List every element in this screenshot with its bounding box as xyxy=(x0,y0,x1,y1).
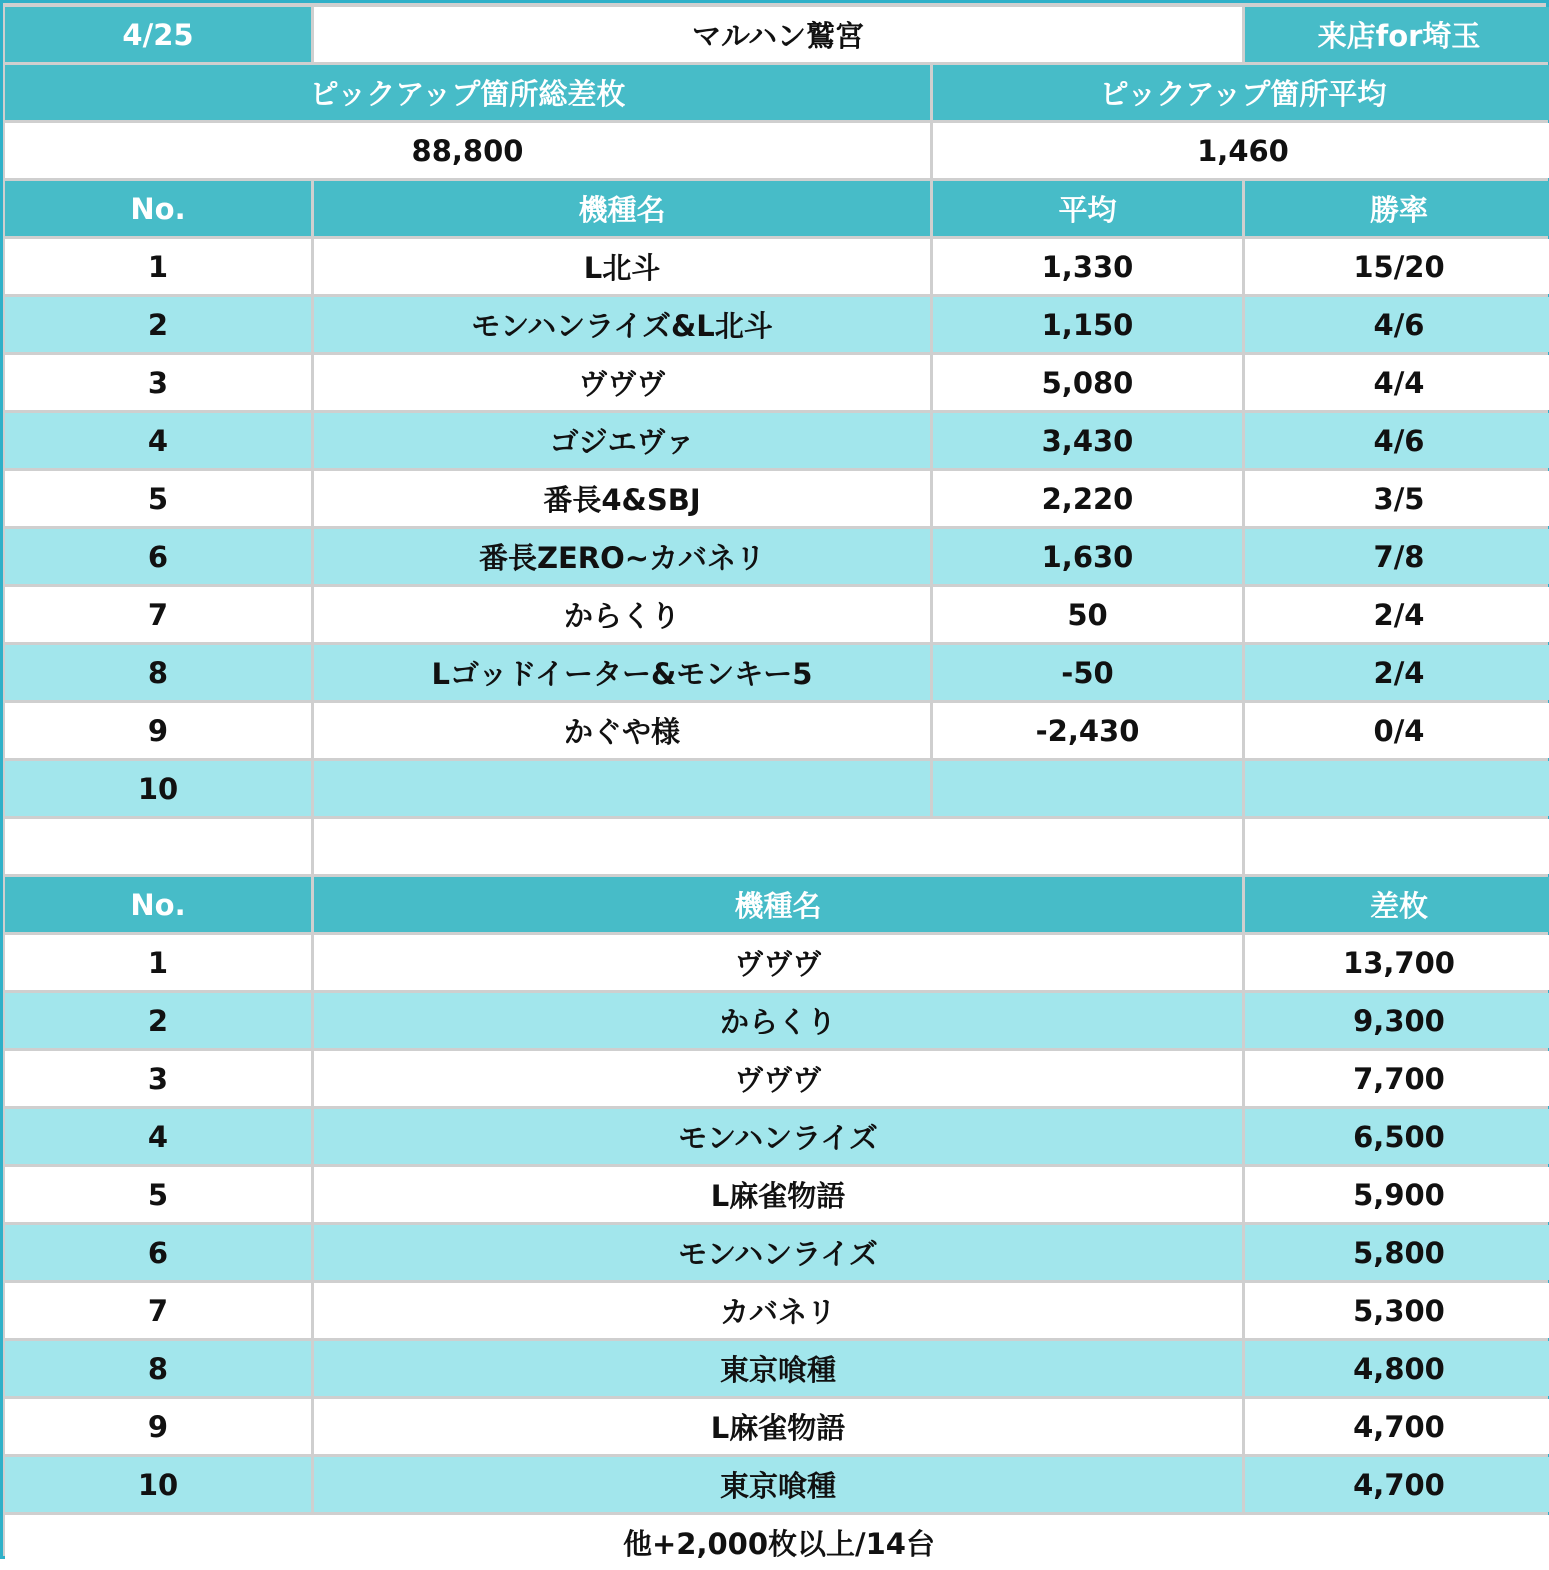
ranking-col-machine: 機種名 xyxy=(314,877,1242,932)
spacer-cell xyxy=(5,819,311,874)
pickup-row-no: 3 xyxy=(5,355,311,410)
pickup-row-win-rate xyxy=(1245,761,1549,816)
ranking-row-no: 5 xyxy=(5,1167,311,1222)
pickup-row-no: 4 xyxy=(5,413,311,468)
pickup-row-no: 1 xyxy=(5,239,311,294)
pickup-row-machine: L北斗 xyxy=(314,239,930,294)
ranking-row-machine: モンハンライズ xyxy=(314,1225,1242,1280)
pickup-row-machine: Lゴッドイーター&モンキー5 xyxy=(314,645,930,700)
ranking-row-no: 6 xyxy=(5,1225,311,1280)
pickup-total-value: 88,800 xyxy=(5,123,930,178)
pickup-row-win-rate: 15/20 xyxy=(1245,239,1549,294)
pickup-row-average: 1,150 xyxy=(933,297,1242,352)
pickup-row-no: 6 xyxy=(5,529,311,584)
ranking-row-machine: カバネリ xyxy=(314,1283,1242,1338)
pickup-row-no: 10 xyxy=(5,761,311,816)
ranking-row-machine: L麻雀物語 xyxy=(314,1399,1242,1454)
ranking-row-diff: 7,700 xyxy=(1245,1051,1549,1106)
ranking-row-diff: 4,800 xyxy=(1245,1341,1549,1396)
pickup-row-win-rate: 2/4 xyxy=(1245,587,1549,642)
pickup-row-machine: からくり xyxy=(314,587,930,642)
pickup-col-machine: 機種名 xyxy=(314,181,930,236)
pickup-row-win-rate: 4/6 xyxy=(1245,297,1549,352)
pickup-row-machine: 番長ZERO~カバネリ xyxy=(314,529,930,584)
ranking-row-machine: ヴヴヴ xyxy=(314,1051,1242,1106)
ranking-col-diff: 差枚 xyxy=(1245,877,1549,932)
ranking-row-no: 3 xyxy=(5,1051,311,1106)
store-name-cell: マルハン鷲宮 xyxy=(314,7,1242,62)
pickup-row-win-rate: 7/8 xyxy=(1245,529,1549,584)
pickup-row-average: -2,430 xyxy=(933,703,1242,758)
pickup-row-win-rate: 3/5 xyxy=(1245,471,1549,526)
pickup-row-machine: ゴジエヴァ xyxy=(314,413,930,468)
pickup-row-win-rate: 2/4 xyxy=(1245,645,1549,700)
ranking-row-diff: 4,700 xyxy=(1245,1399,1549,1454)
ranking-row-machine: モンハンライズ xyxy=(314,1109,1242,1164)
pickup-row-average xyxy=(933,761,1242,816)
pickup-row-average: 1,330 xyxy=(933,239,1242,294)
pickup-row-machine xyxy=(314,761,930,816)
pickup-row-machine: かぐや様 xyxy=(314,703,930,758)
pickup-col-win-rate: 勝率 xyxy=(1245,181,1549,236)
pickup-row-average: -50 xyxy=(933,645,1242,700)
ranking-row-no: 4 xyxy=(5,1109,311,1164)
pickup-row-win-rate: 4/6 xyxy=(1245,413,1549,468)
pickup-row-no: 8 xyxy=(5,645,311,700)
spacer-cell xyxy=(314,819,1242,874)
pickup-row-average: 2,220 xyxy=(933,471,1242,526)
date-cell: 4/25 xyxy=(5,7,311,62)
ranking-row-machine: ヴヴヴ xyxy=(314,935,1242,990)
ranking-row-diff: 4,700 xyxy=(1245,1457,1549,1512)
ranking-row-diff: 13,700 xyxy=(1245,935,1549,990)
ranking-row-machine: からくり xyxy=(314,993,1242,1048)
ranking-col-no: No. xyxy=(5,877,311,932)
spacer-cell xyxy=(1245,819,1549,874)
ranking-row-diff: 5,800 xyxy=(1245,1225,1549,1280)
pickup-col-no: No. xyxy=(5,181,311,236)
pickup-row-no: 7 xyxy=(5,587,311,642)
pickup-row-machine: 番長4&SBJ xyxy=(314,471,930,526)
pickup-row-average: 5,080 xyxy=(933,355,1242,410)
ranking-row-no: 9 xyxy=(5,1399,311,1454)
ranking-row-machine: 東京喰種 xyxy=(314,1457,1242,1512)
ranking-row-diff: 6,500 xyxy=(1245,1109,1549,1164)
pickup-total-label: ピックアップ箇所総差枚 xyxy=(5,65,930,120)
ranking-row-no: 10 xyxy=(5,1457,311,1512)
pickup-row-average: 50 xyxy=(933,587,1242,642)
ranking-row-no: 1 xyxy=(5,935,311,990)
ranking-row-diff: 9,300 xyxy=(1245,993,1549,1048)
pickup-row-average: 3,430 xyxy=(933,413,1242,468)
event-name-cell: 来店for埼玉 xyxy=(1245,7,1549,62)
ranking-footer-note: 他+2,000枚以上/14台 xyxy=(5,1515,1549,1570)
pickup-row-no: 2 xyxy=(5,297,311,352)
pickup-row-average: 1,630 xyxy=(933,529,1242,584)
ranking-row-no: 8 xyxy=(5,1341,311,1396)
ranking-row-diff: 5,900 xyxy=(1245,1167,1549,1222)
ranking-row-no: 2 xyxy=(5,993,311,1048)
pickup-col-average: 平均 xyxy=(933,181,1242,236)
pickup-average-label: ピックアップ箇所平均 xyxy=(933,65,1549,120)
pickup-row-win-rate: 0/4 xyxy=(1245,703,1549,758)
ranking-row-no: 7 xyxy=(5,1283,311,1338)
pickup-row-win-rate: 4/4 xyxy=(1245,355,1549,410)
ranking-row-diff: 5,300 xyxy=(1245,1283,1549,1338)
pickup-row-no: 5 xyxy=(5,471,311,526)
pickup-row-machine: モンハンライズ&L北斗 xyxy=(314,297,930,352)
pickup-row-no: 9 xyxy=(5,703,311,758)
pickup-row-machine: ヴヴヴ xyxy=(314,355,930,410)
pickup-average-value: 1,460 xyxy=(933,123,1549,178)
ranking-row-machine: L麻雀物語 xyxy=(314,1167,1242,1222)
results-table xyxy=(5,7,1548,1570)
ranking-row-machine: 東京喰種 xyxy=(314,1341,1242,1396)
